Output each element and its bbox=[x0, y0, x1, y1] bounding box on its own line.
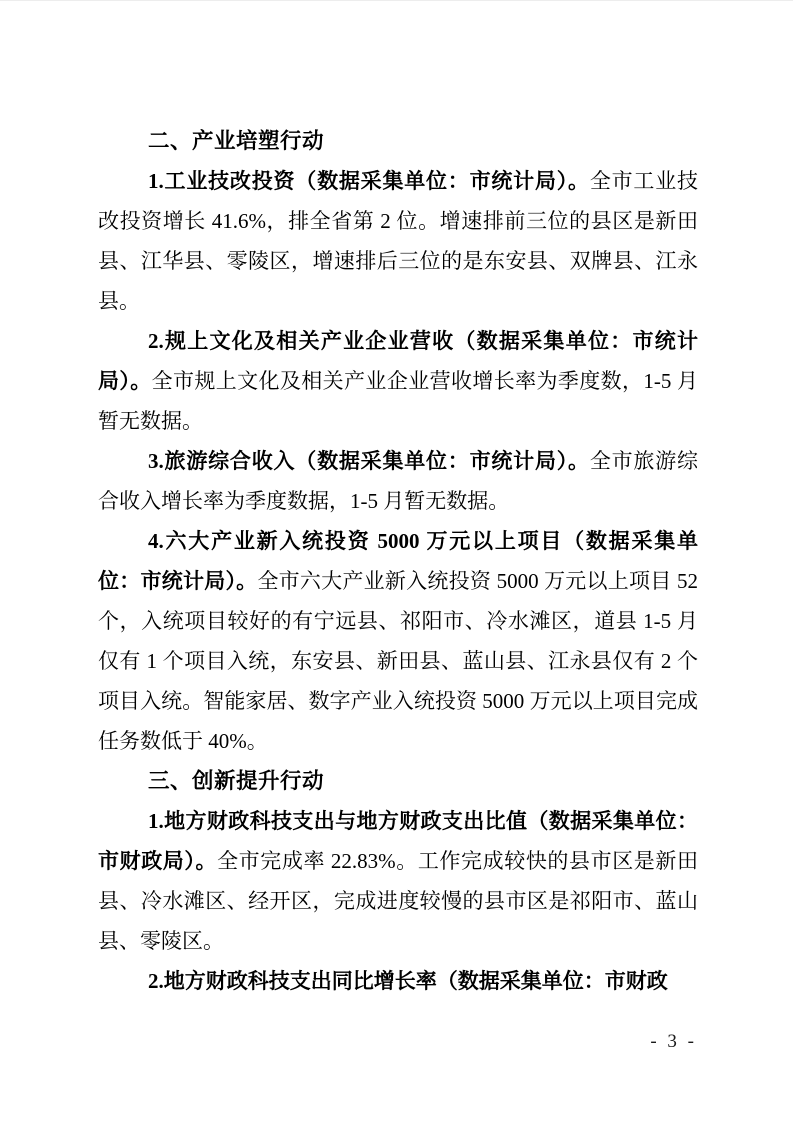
paragraph-lead: 3.旅游综合收入（数据采集单位：市统计局）。 bbox=[148, 449, 590, 473]
paragraph-tourism-income bbox=[98, 441, 698, 521]
document-content bbox=[98, 121, 698, 1001]
paragraph-body: 全市工业技改投资增长 41.6%，排全省第 2 位。增速排前三位的县区是新田县、江华县、零陵区，增速排后三位的是东安县、双牌县、江永县。 bbox=[98, 169, 699, 313]
paragraph-body: 全市旅游综合收入增长率为季度数据，1-5 月暂无数据。 bbox=[98, 449, 699, 513]
section-heading-industry-cultivation: 二、产业培塑行动 bbox=[148, 129, 325, 153]
section-heading-innovation-improvement: 三、创新提升行动 bbox=[148, 769, 325, 793]
paragraph-industrial-tech-investment bbox=[98, 161, 698, 321]
paragraph-body: 全市完成率 22.83%。工作完成较快的县市区是新田县、冷水滩区、经开区，完成进度较慢的县市区是祁阳市、蓝山县、零陵区。 bbox=[98, 849, 698, 953]
paragraph-fiscal-tech-expenditure-growth bbox=[98, 961, 698, 1001]
paragraph-cultural-industry-revenue bbox=[98, 321, 698, 441]
paragraph-lead: 1.地方财政科技支出与地方财政支出比值（数据采集单位：市财政局）。 bbox=[98, 809, 698, 873]
paragraph-lead: 2.规上文化及相关产业企业营收（数据采集单位：市统计局）。 bbox=[98, 329, 698, 393]
paragraph-lead: 1.工业技改投资（数据采集单位：市统计局）。 bbox=[148, 169, 590, 193]
document-page bbox=[0, 1, 793, 1122]
paragraph-lead: 4.六大产业新入统投资 5000 万元以上项目（数据采集单位：市统计局）。 bbox=[98, 529, 698, 593]
paragraph-body: 全市规上文化及相关产业企业营收增长率为季度数，1-5 月暂无数据。 bbox=[98, 369, 698, 433]
paragraph-lead: 2.地方财政科技支出同比增长率（数据采集单位：市财政 bbox=[148, 969, 668, 993]
paragraph-six-industries-projects bbox=[98, 521, 698, 761]
paragraph-fiscal-tech-expenditure-ratio bbox=[98, 801, 698, 961]
page-number: - 3 - bbox=[650, 1031, 697, 1052]
paragraph-body: 全市六大产业新入统投资 5000 万元以上项目 52 个，入统项目较好的有宁远县、祁阳市、冷水滩区，道县 1-5 月仅有 1 个项目入统，东安县、新田县、蓝山县、江永县仅有 2 个项目入统。智能家居、数字产业入统投资 5000 万元以上项目完成任务数低于 40%。 bbox=[98, 569, 699, 753]
